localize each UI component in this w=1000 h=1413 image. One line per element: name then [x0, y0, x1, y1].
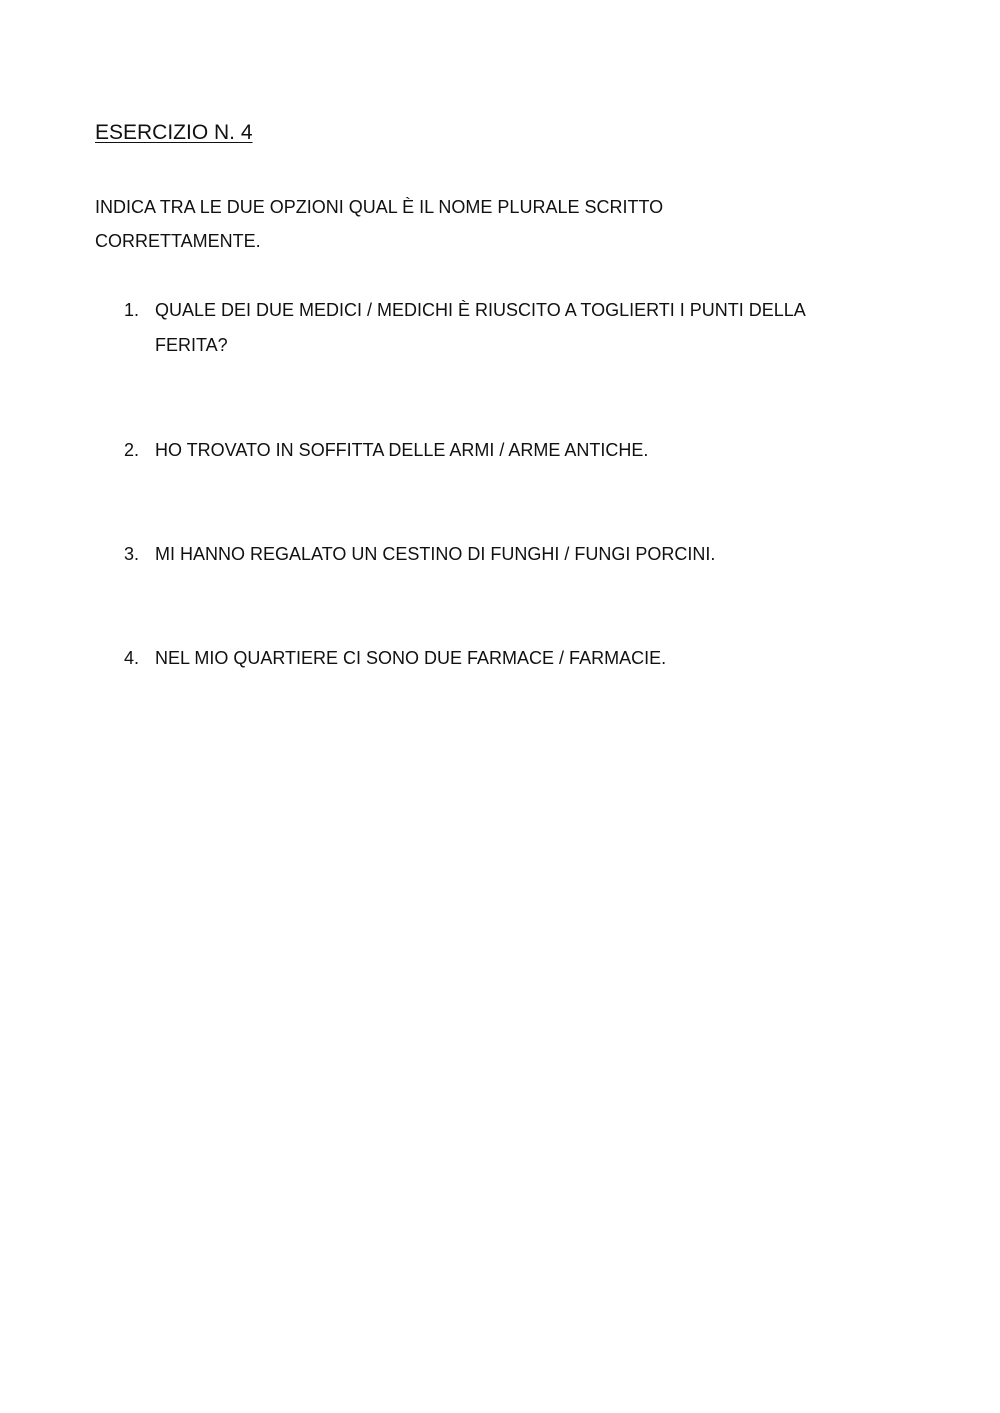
- list-item-line: HO TROVATO IN SOFFITTA DELLE ARMI / ARME ANTICHE.: [155, 440, 649, 460]
- list-item-number: 4.: [124, 648, 140, 668]
- list-item-number: 2.: [124, 440, 140, 460]
- list-item: [124, 433, 914, 468]
- instructions-line: INDICA TRA LE DUE OPZIONI QUAL È IL NOME PLURALE SCRITTO: [95, 197, 664, 217]
- list-item-text: [155, 293, 914, 363]
- list-item: [124, 537, 914, 572]
- exercise-title: ESERCIZIO N. 4: [95, 121, 253, 144]
- list-item: [124, 293, 914, 363]
- list-item-line: MI HANNO REGALATO UN CESTINO DI FUNGHI / FUNGI PORCINI.: [155, 544, 716, 564]
- instructions: [95, 190, 915, 258]
- list-item-text: [155, 433, 914, 468]
- list-item-line: NEL MIO QUARTIERE CI SONO DUE FARMACE / FARMACIE.: [155, 648, 667, 668]
- list-item-number: 1.: [124, 300, 140, 320]
- list-item-number: 3.: [124, 544, 140, 564]
- list-item-text: [155, 641, 914, 676]
- list-item: [124, 641, 914, 676]
- instructions-line: CORRETTAMENTE.: [95, 231, 261, 251]
- list-item-line: FERITA?: [155, 335, 228, 355]
- list-item-text: [155, 537, 914, 572]
- list-item-line: QUALE DEI DUE MEDICI / MEDICHI È RIUSCITO A TOGLIERTI I PUNTI DELLA: [155, 300, 806, 320]
